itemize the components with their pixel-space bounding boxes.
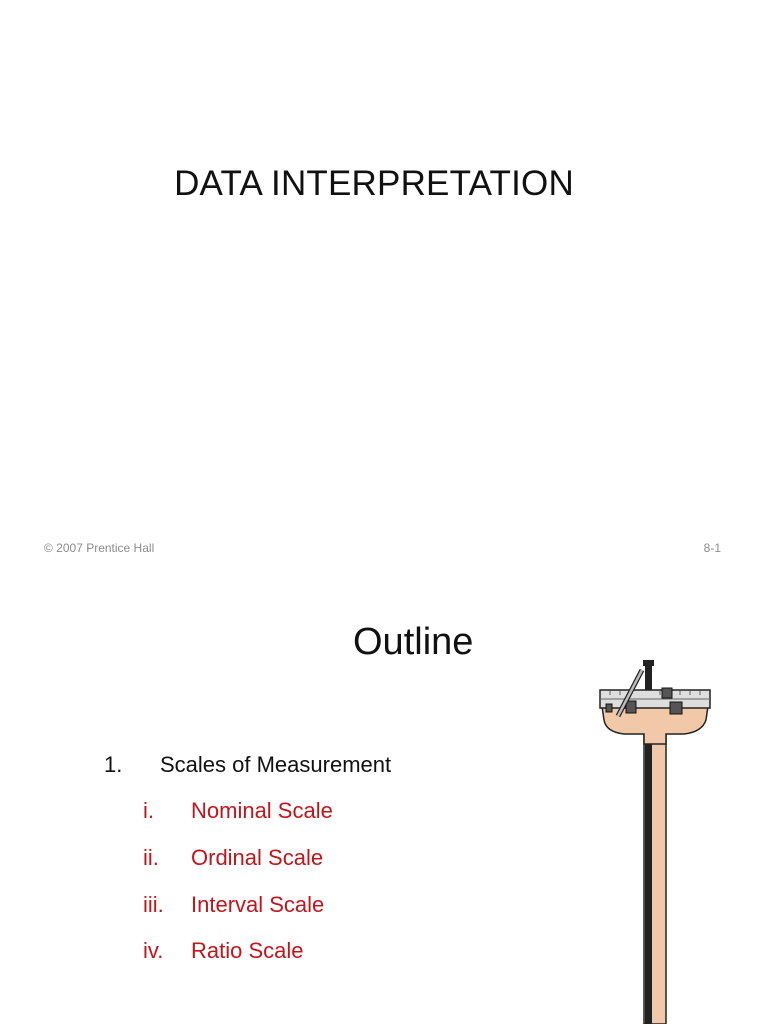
sub-item-text: Interval Scale: [191, 892, 325, 917]
copyright-footer: © 2007 Prentice Hall: [44, 541, 155, 555]
outline-item-number: 1.: [104, 752, 123, 777]
outline-item-text: Scales of Measurement: [160, 752, 392, 777]
sub-item-number: iv.: [143, 938, 164, 963]
weighing-scale-icon: [596, 660, 716, 1024]
sub-item-text: Ratio Scale: [191, 938, 304, 963]
sub-item-text: Nominal Scale: [191, 798, 333, 823]
sub-item-number: ii.: [143, 845, 159, 870]
slide-title: DATA INTERPRETATION: [174, 164, 574, 203]
sub-item-text: Ordinal Scale: [191, 845, 324, 870]
outline-slide: [0, 575, 768, 1024]
outline-title: Outline: [353, 621, 474, 663]
page-number: 8-1: [703, 541, 721, 555]
sub-item-number: i.: [143, 798, 154, 823]
sub-item-number: iii.: [143, 892, 164, 917]
